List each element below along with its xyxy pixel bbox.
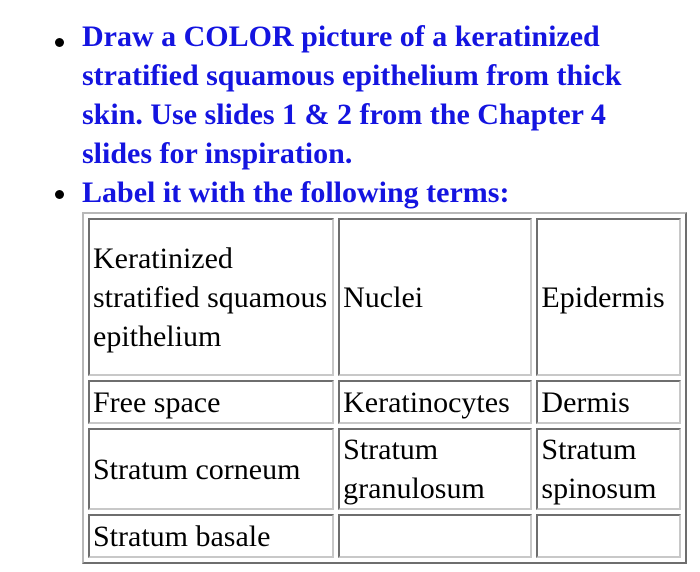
- bullet-icon: [55, 38, 64, 47]
- table-cell: [338, 514, 532, 558]
- table-cell: [338, 428, 532, 510]
- term-label: Stratum granulosum: [343, 433, 485, 505]
- term-label: Stratum basale: [93, 519, 271, 553]
- instruction-list: [0, 0, 700, 212]
- table-cell: [88, 428, 334, 510]
- table-cell: [88, 514, 334, 558]
- bullet-icon: [55, 190, 64, 199]
- terms-table: [82, 212, 687, 564]
- table-cell: [536, 428, 681, 510]
- instruction-text: Draw a COLOR picture of a keratinized stratified squamous epithelium from thick skin. Use slides 1 & 2 from the Chapter 4 slides for inspiration.: [82, 20, 622, 170]
- term-label: Keratinized stratified squamous epithelium: [93, 241, 328, 353]
- term-label: Keratinocytes: [343, 385, 510, 419]
- instruction-item: [0, 173, 700, 212]
- term-label: Stratum spinosum: [541, 433, 657, 505]
- table-row: [88, 218, 681, 376]
- term-label: Nuclei: [343, 280, 424, 314]
- table-cell: [88, 380, 334, 424]
- table-cell: [536, 380, 681, 424]
- table-row: [88, 428, 681, 510]
- table-cell: [536, 218, 681, 376]
- table-row: [88, 380, 681, 424]
- term-label: Stratum corneum: [93, 452, 301, 486]
- term-label: Epidermis: [541, 280, 665, 314]
- term-label: Dermis: [541, 385, 630, 419]
- table-cell: [338, 380, 532, 424]
- table-cell: [88, 218, 334, 376]
- term-label: Free space: [93, 385, 221, 419]
- table-row: [88, 514, 681, 558]
- instruction-text: Label it with the following terms:: [82, 176, 510, 209]
- instruction-item: [0, 0, 700, 173]
- table-cell: [338, 218, 532, 376]
- table-cell: [536, 514, 681, 558]
